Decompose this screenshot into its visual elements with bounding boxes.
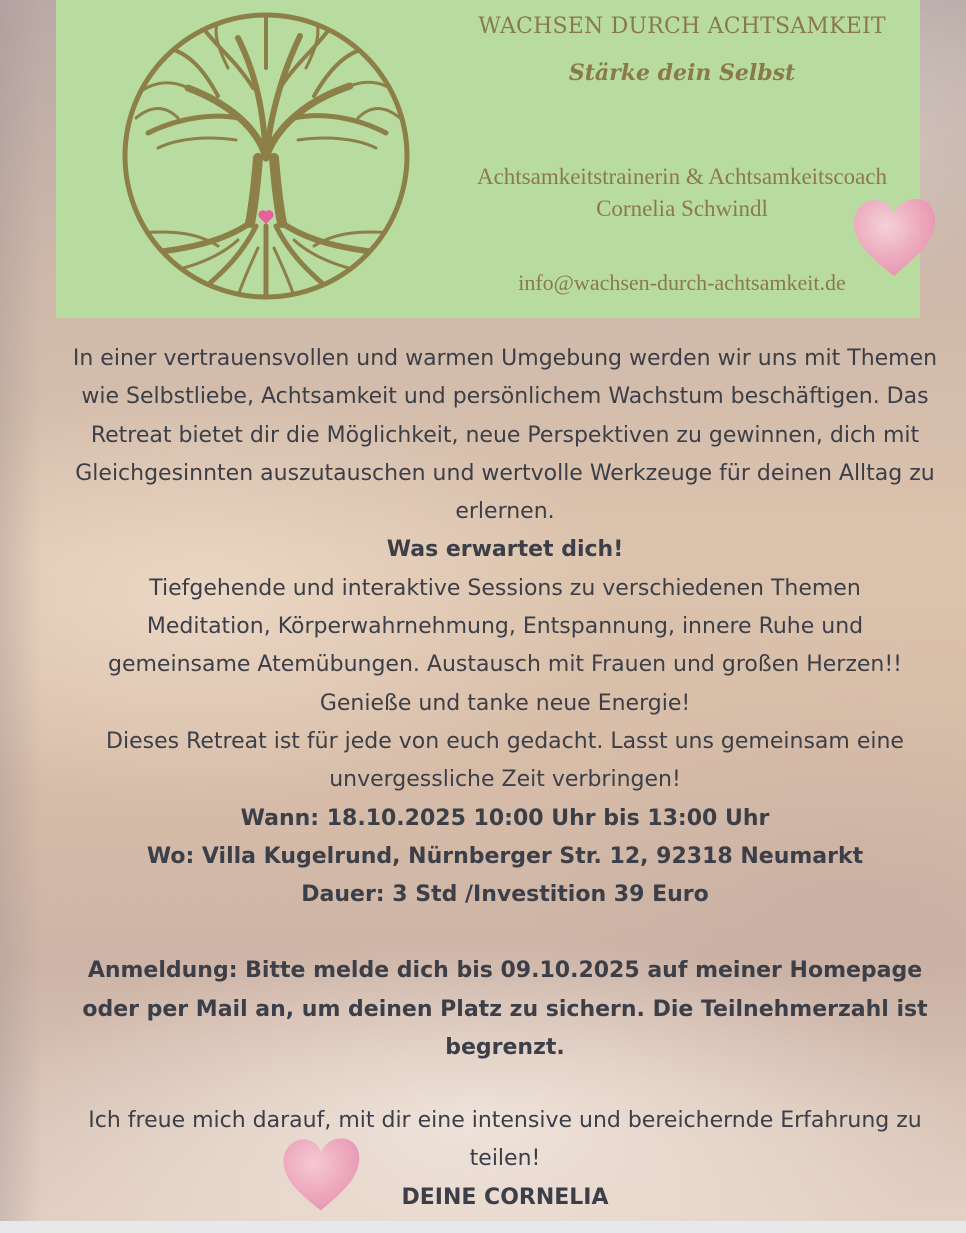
trainer-role: Achtsamkeitstrainerin & Achtsamkeitscoach xyxy=(476,164,888,189)
intro-line: erlernen. xyxy=(455,499,555,525)
closing-section xyxy=(40,1102,966,1217)
spacer xyxy=(40,914,966,952)
trainer-name: Cornelia Schwindl xyxy=(596,196,768,221)
bottom-band xyxy=(0,1221,966,1233)
event-when: Wann: 18.10.2025 10:00 Uhr bis 13:00 Uhr xyxy=(240,805,770,831)
expect-line: Dieses Retreat ist für jede von euch gedacht. Lasst uns gemeinsam eine xyxy=(106,728,904,754)
contact-email[interactable]: info@wachsen-durch-achtsamkeit.de xyxy=(518,270,846,295)
intro-line: Gleichgesinnten auszutauschen und wertvolle Werkzeuge für deinen Alltag zu xyxy=(75,460,935,486)
signature: DEINE CORNELIA xyxy=(401,1184,609,1210)
event-duration: Dauer: 3 Std /Investition 39 Euro xyxy=(301,882,709,908)
expect-line: gemeinsame Atemübungen. Austausch mit Frauen und großen Herzen!! xyxy=(107,652,902,678)
intro-line: Retreat bietet dir die Möglichkeit, neue Perspektiven zu gewinnen, dich mit xyxy=(90,422,920,448)
expect-line: unvergessliche Zeit verbringen! xyxy=(329,767,681,793)
expect-line: Tiefgehende und interaktive Sessions zu verschiedenen Themen xyxy=(149,575,861,601)
expect-heading: Was erwartet dich! xyxy=(386,537,624,563)
small-heart-icon xyxy=(258,210,273,224)
left-edge-shade xyxy=(0,0,42,1233)
heart-icon xyxy=(848,194,940,280)
flyer-body xyxy=(40,340,966,1067)
registration-line: Anmeldung: Bitte melde dich bis 09.10.2025 auf meiner Homepage xyxy=(87,958,923,984)
brand-title: WACHSEN DURCH ACHTSAMKEIT xyxy=(478,14,886,39)
intro-line: wie Selbstliebe, Achtsamkeit und persönlichem Wachstum beschäftigen. Das xyxy=(81,384,929,410)
closing-line: teilen! xyxy=(469,1146,541,1172)
brand-subtitle: Stärke dein Selbst xyxy=(568,60,796,86)
event-where: Wo: Villa Kugelrund, Nürnberger Str. 12, 92318 Neumarkt xyxy=(146,843,864,869)
header-banner xyxy=(56,0,920,318)
expect-line: Meditation, Körperwahrnehmung, Entspannung, innere Ruhe und xyxy=(146,614,864,640)
expect-line: Genieße und tanke neue Energie! xyxy=(319,690,691,716)
closing-line: Ich freue mich darauf, mit dir eine intensive und bereichernde Erfahrung zu xyxy=(88,1108,922,1133)
registration-line: begrenzt. xyxy=(445,1035,565,1061)
tree-of-life-icon xyxy=(118,8,414,304)
registration-line: oder per Mail an, um deinen Platz zu sichern. Die Teilnehmerzahl ist xyxy=(82,996,928,1022)
intro-line: In einer vertrauensvollen und warmen Umgebung werden wir uns mit Themen xyxy=(72,346,938,371)
